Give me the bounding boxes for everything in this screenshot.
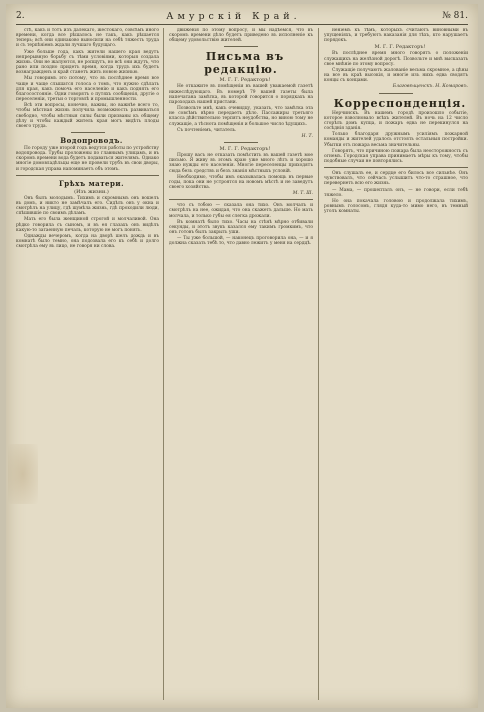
section-divider — [224, 46, 258, 47]
feuilleton-paragraph: Но она покачала головою и продолжала тихимъ, ровнымъ голосомъ, глядя куда-то мимо него, въ темный уголъ комнаты. — [324, 198, 468, 215]
article-paragraph: Говорятъ, что причиною пожара была неосторожность съ огнемъ. Городская управа принимаетъ мѣры къ тому, чтобы подобные случаи не повторялись. — [324, 148, 468, 164]
article-paragraph: Нерчинскъ. Въ нашемъ городѣ произошло событіе, которое взволновало всѣхъ жителей. Въ ночь на 12 число сгорѣлъ домъ купца, и пожаръ едва не перекинулся на сосѣднія зданія. — [324, 110, 468, 132]
column-3 — [324, 28, 468, 700]
article-paragraph: неніемъ къ тѣмъ, которыхъ считаютъ виновными въ упущеніяхъ, и требуютъ наказанія для тѣхъ, кто нарушаетъ порядокъ. — [324, 28, 468, 44]
feuilleton-paragraph: — Мама, — прошепталъ онъ, — не говори, если тебѣ тяжело. — [324, 187, 468, 198]
newspaper-title: Амурскій Край. — [166, 10, 301, 22]
column-2 — [169, 28, 313, 700]
letter-paragraph: Позвольте мнѣ, какъ очевидцу, указать, что замѣтка эта не совсѣмъ вѣрно передаетъ дѣло. Пассажиры третьяго класса дѣйствительно терпятъ неудобства, но виною тому не служащіе, а тѣснота помѣщенія и большое число ѣдущихъ. — [169, 106, 313, 127]
column-1 — [16, 28, 159, 700]
feuilleton-paragraph: — Ты уже большой, — наконецъ проговорила она, — и я должна сказать тебѣ то, что давно лежитъ у меня на сердцѣ. — [169, 236, 313, 247]
letter-signature: Н. Т. — [301, 133, 313, 139]
letter-addressee: М. Г. Г. Редакторъ! — [219, 77, 271, 84]
feuilleton-paragraph: Въ комнатѣ было тихо. Часы на стѣнѣ мѣрно отбивали секунды, и этотъ звукъ казался ему такимъ громкимъ, что онъ готовъ былъ закрыть уши. — [169, 219, 313, 236]
letter-paragraph: Прошу васъ не отказать помѣстить въ вашей газетѣ мое письмо. Я живу въ этомъ краю уже много лѣтъ и хорошо знаю нужды его населенія. Многіе переселенцы приходятъ сюда безъ средствъ и безъ знанія мѣстныхъ условій. — [169, 153, 313, 174]
article-paragraph: движенія по этому вопросу, и мы надѣемся, что въ скоромъ времени дѣло будетъ приведено въ исполненіе къ общему удовольствію жителей. — [169, 28, 313, 44]
page-header — [16, 8, 468, 25]
newspaper-page — [6, 4, 478, 708]
feuilleton-paragraph: Мать его была женщиной строгой и молчаливой. Она рѣдко говорила съ сыномъ, и въ ея глазахъ онъ видѣлъ какую-то затаенную печаль, которую не могъ понять. — [16, 217, 159, 233]
letter-paragraph: Въ послѣднее время много говорятъ о положеніи служащихъ на желѣзной дорогѣ. Позвольте и мнѣ высказать свое мнѣніе по этому вопросу. — [324, 51, 468, 67]
feuilleton-title: Грѣхъ матери. — [58, 178, 125, 188]
article-paragraph: стѣ, какъ и тотъ изъ далекаго, жестокаго, совсѣмъ иного времени, когда все рѣшалось не такъ, какъ рѣшается теперь; всѣ они одинаково выносили на себѣ тяжесть труда и съ терпѣніемъ ждали лучшаго будущаго. — [16, 28, 159, 49]
letter-signature: М. Т. Ш. — [292, 191, 313, 197]
letter-addressee: М. Г. Г. Редакторъ! — [219, 146, 271, 153]
letter-addressee: М. Г. Г. Редакторъ! — [374, 44, 426, 51]
feuilleton-paragraph: Однажды вечеромъ, когда на дворѣ шелъ дождь и въ комнатѣ было темно, она подозвала его къ себѣ и долго смотрѣла ему въ лицо, не говоря ни слова. — [16, 233, 159, 250]
feuilleton-paragraph: Онъ слушалъ ее, и сердце его билось все сильнѣе. Онъ чувствовалъ, что сейчасъ услышитъ что-то страшное, что перевернетъ всю его жизнь. — [324, 171, 468, 187]
letter-paragraph: Съ почтеніемъ, читатель. — [177, 127, 237, 133]
column-divider — [318, 28, 319, 700]
section-heading: Водопроводъ. — [60, 135, 123, 145]
article-paragraph: Только благодаря дружнымъ усиліямъ пожарной команды и жителей удалось отстоять остальныя постройки. Убытки отъ пожара весьма значительны. — [324, 132, 468, 148]
section-divider — [224, 142, 258, 143]
feuilleton-paragraph: Онъ былъ молодымъ. Тихимъ и скромнымъ онъ вошелъ въ домъ, и никто не замѣчалъ его. Сидѣлъ онъ у окна и смотрѣлъ на улицу, гдѣ шумѣла жизнь, гдѣ проходили люди, спѣшившіе по своимъ дѣламъ. — [16, 195, 159, 217]
page-number: 2. — [16, 11, 25, 21]
column-divider — [163, 28, 164, 700]
article-paragraph: По городу уже второй годъ ведутся работы по устройству водопровода. Трубы проложены по главнымъ улицамъ, и въ скоромъ времени вода будетъ подаваться жителямъ. Однако многіе домовладѣльцы еще не провели трубъ въ свои дворы, и городская управа напоминаетъ объ этомъ. — [16, 145, 159, 172]
letter-signature: Благовѣщенскъ. Н. Комаровъ. — [392, 84, 468, 90]
letter-paragraph: Служащіе получаютъ жалованіе весьма скромное, а цѣны на все въ краѣ высокія, и многіе изъ нихъ едва сводятъ концы съ концами. — [324, 67, 468, 84]
article-paragraph: Всѣ эти вопросы, конечно, важны, но важнѣе всего то, чтобы мѣстная жизнь получила возможность развиваться свободно, чтобы мѣстныя силы были призваны къ общему дѣлу и чтобы каждый житель края могъ видѣть плоды своего труда. — [16, 103, 159, 129]
article-paragraph: Уже больше года, какъ жители нашего края ведутъ непрерывную борьбу съ тѣми условіями, которыя создала жизнь. Они не жалуются, не ропщутъ, но всѣ они ждутъ, что рано или поздно придетъ время, когда трудъ ихъ будетъ вознагражденъ и край станетъ жить новою жизнью. — [16, 49, 159, 76]
letters-heading: Письма въ редакцію. — [204, 50, 285, 77]
letter-paragraph: Не откажите въ помѣщеніи въ вашей уважаемой газетѣ нижеслѣдующаго. Въ номерѣ 79 вашей газеты была напечатана замѣтка, въ которой говорится о порядкахъ на пароходахъ нашей пристани. — [169, 84, 313, 105]
feuilleton-divider — [324, 167, 468, 168]
feuilleton-paragraph: что съ тобою — сказала она тихо. Онъ молчалъ и смотрѣлъ на нее, ожидая, что она скажетъ дальше. Но мать молчала, и только губы ея слегка дрожали. — [169, 203, 313, 219]
correspondence-heading: Корреспонденція. — [333, 96, 467, 110]
feuilleton-divider — [16, 175, 159, 176]
section-divider — [71, 132, 105, 133]
issue-number: № 81. — [442, 11, 468, 21]
section-divider — [379, 93, 413, 94]
feuilleton-subtitle: (Изъ жизни.) — [74, 188, 109, 195]
feuilleton-divider — [169, 199, 313, 200]
article-paragraph: Мы говоримъ это потому, что въ послѣднее время все чаще и чаще слышатся голоса о томъ, что нужно сдѣлать для края, какъ помочь его населенію и какъ поднять его благосостояніе. Одни говорятъ о путяхъ сообщенія, другіе о переселеніи, третьи о торговлѣ и промышленности. — [16, 76, 159, 103]
letter-paragraph: Необходимо, чтобы имъ оказывалась помощь въ первые годы, пока они не устроятся на новомъ мѣстѣ и не заведутъ своего хозяйства. — [169, 174, 313, 190]
